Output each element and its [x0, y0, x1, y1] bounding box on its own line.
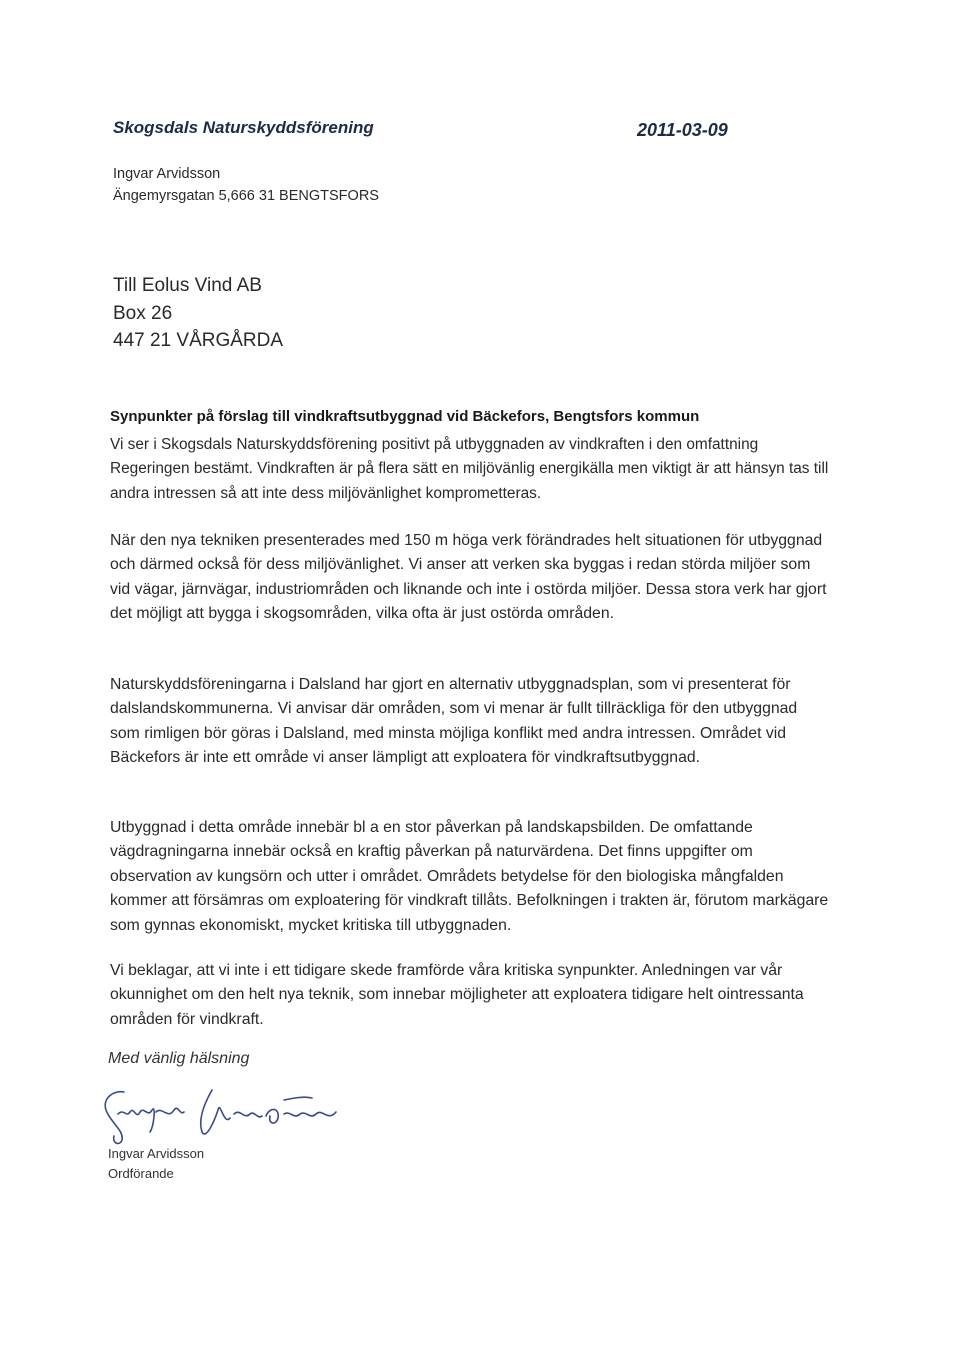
- handwritten-signature: [84, 1070, 384, 1150]
- sender-block: [113, 163, 379, 207]
- sender-address: Ängemyrsgatan 5,666 31 BENGTSFORS: [113, 188, 379, 204]
- sender-name: Ingvar Arvidsson: [113, 166, 221, 182]
- signatory-name: Ingvar Arvidsson: [108, 1146, 205, 1161]
- body-paragraph: Vi beklagar, att vi inte i ett tidigare skede framförde våra kritiska synpunkter. Anledningen var vår okunnighet om den helt nya teknik, som innebar möjligheter att exploatera tidigare helt ointressanta områden för vindkraft.: [110, 962, 804, 1028]
- body-paragraph: Utbyggnad i detta område innebär bl a en stor påverkan på landskapsbilden. De omfattande vägdragningarna innebär också en kraftig påverkan på naturvärdena. Det finns uppgifter om observation av kungsörn och utter i området. Områdets betydelse för den biologiska mångfalden kommer att försämras om exploatering för vindkraft tillåts. Befolkningen i trakten är, förutom markägare som gynnas ekonomiskt, mycket kritiska till utbyggnaden.: [110, 819, 829, 934]
- signature-text: Ingvar Arvidsson: [84, 1070, 92, 1071]
- body-paragraph: När den nya tekniken presenterades med 150 m höga verk förändrades helt situationen för utbyggnad och därmed också för dess miljövänlighet. Vi anser att verken ska byggas i redan störda miljöer som vid vägar, järnvägar, industriområden och liknande och inte i ostörda miljöer. Dessa stora verk har gjort det möjligt att bygga i skogsområden, vilka ofta är just ostörda områden.: [110, 532, 827, 623]
- letter-date: 2011-03-09: [637, 120, 728, 140]
- body-paragraph: Vi ser i Skogsdals Naturskyddsförening positivt på utbyggnaden av vindkraften i den omfattning Regeringen bestämt. Vindkraften är på flera sätt en miljövänlig energikälla men viktigt är att hänsyn tas till andra intressen så att inte dess miljövänlighet komprometteras.: [110, 436, 829, 502]
- body-paragraph: Naturskyddsföreningarna i Dalsland har gjort en alternativ utbyggnadsplan, som vi presenterat för dalslandskommunerna. Vi anvisar där områden, som vi menar är fullt tillräckliga för den utbyggnad som rimligen bör göras i Dalsland, med minsta möjliga konflikt med andra intressen. Området vid Bäckefors är inte ett område vi anser lämpligt att exploatera för vindkraftsutbyggnad.: [110, 676, 798, 767]
- organization-name: Skogsdals Naturskyddsförening: [113, 118, 374, 137]
- recipient-block: [113, 272, 283, 355]
- recipient-line-1: Till Eolus Vind AB: [113, 275, 262, 296]
- signatory-title: Ordförande: [108, 1166, 174, 1181]
- subject-heading: Synpunkter på förslag till vindkraftsutbyggnad vid Bäckefors, Bengtsfors kommun: [110, 408, 700, 425]
- closing-greeting: Med vänlig hälsning: [108, 1050, 250, 1067]
- recipient-line-3: 447 21 VÅRGÅRDA: [113, 330, 284, 351]
- recipient-line-2: Box 26: [113, 302, 173, 324]
